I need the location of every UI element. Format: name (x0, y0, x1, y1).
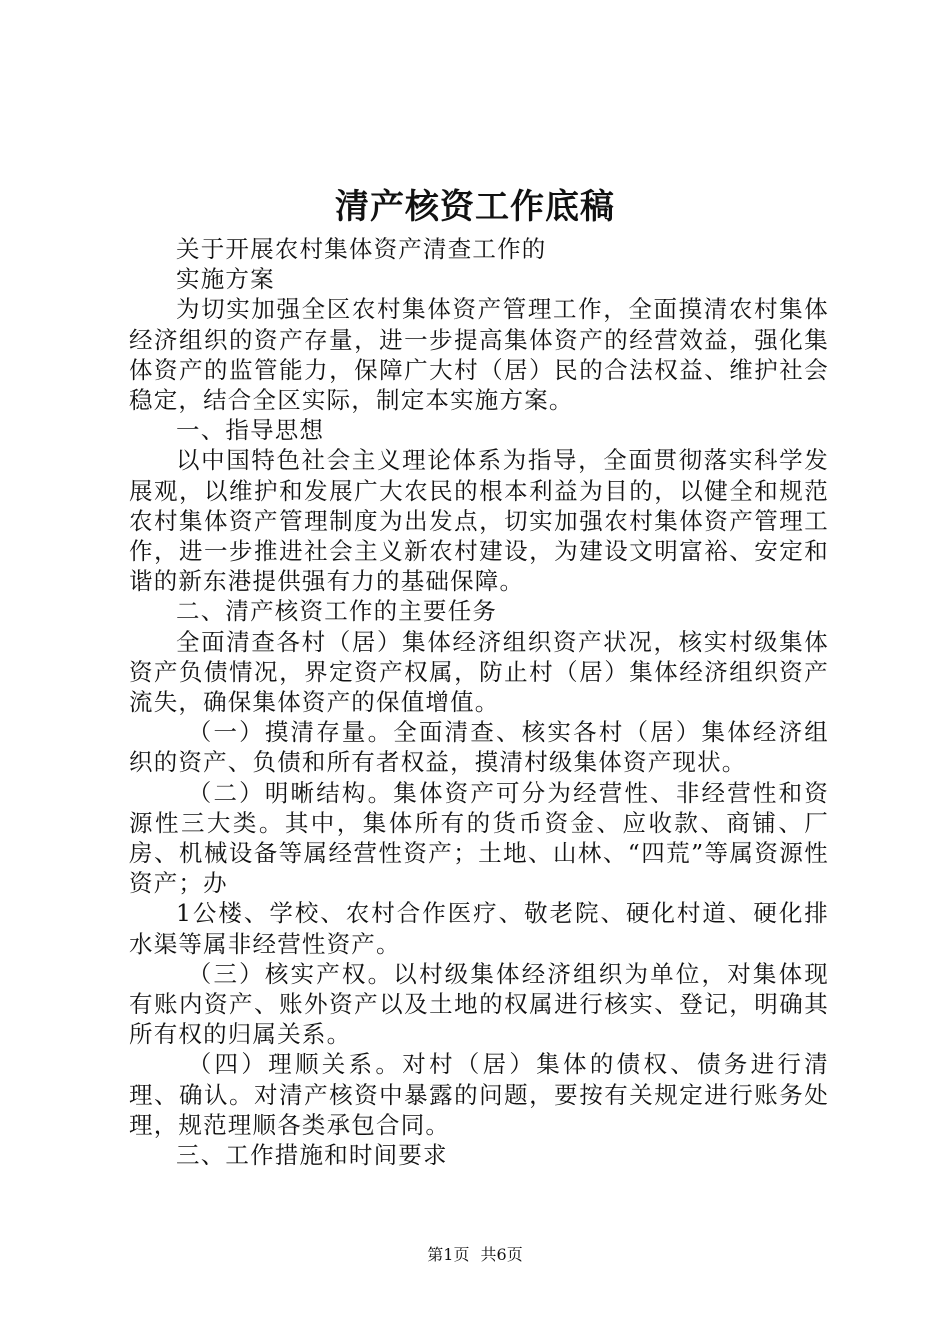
paragraph-heading-line-2: 实施方案 (176, 265, 275, 294)
section-heading-2: 二、清产核资工作的主要任务 (176, 597, 498, 626)
paragraph-item-3: （三）核实产权。以村级集体经济组织为单位，对集体现有账内资产、账外资产以及土地的权属进行核实、登记，明确其所有权的归属关系。 (129, 959, 829, 1049)
paragraph-heading-line-1: 关于开展农村集体资产清查工作的 (176, 235, 547, 263)
section-heading-3: 三、工作措施和时间要求 (176, 1141, 448, 1170)
section-heading-1: 一、指导思想 (176, 416, 325, 445)
paragraph-item-1: （一）摸清存量。全面清查、核实各村（居）集体经济组织的资产、负债和所有者权益，摸清村级集体资产现状。 (129, 718, 829, 777)
paragraph-intro: 为切实加强全区农村集体资产管理工作，全面摸清农村集体经济组织的资产存量，进一步提高集体资产的经营效益，强化集体资产的监管能力，保障广大村（居）民的合法权益、维护社会稳定，结合全区实际，制定本实施方案。 (129, 295, 829, 415)
paragraph-item-2: （二）明晰结构。集体资产可分为经营性、非经营性和资源性三大类。其中，集体所有的货币资金、应收款、商铺、厂房、机械设备等属经营性资产；土地、山林、“四荒”等属资源性资产；办 (129, 778, 829, 898)
page-number: 第1页 (427, 1245, 470, 1264)
document-body (129, 234, 829, 1170)
paragraph-main-task: 全面清查各村（居）集体经济组织资产状况，核实村级集体资产负债情况，界定资产权属，防止村（居）集体经济组织资产流失，确保集体资产的保值增值。 (129, 627, 829, 717)
paragraph-item-2-continued: 1公楼、学校、农村合作医疗、敬老院、硬化村道、硬化排水渠等属非经营性资产。 (129, 899, 829, 958)
paragraph-item-4: （四）理顺关系。对村（居）集体的债权、债务进行清理、确认。对清产核资中暴露的问题，要按有关规定进行账务处理，规范理顺各类承包合同。 (129, 1050, 829, 1139)
page-footer (0, 1244, 950, 1266)
document-title: 清产核资工作底稿 (335, 187, 615, 227)
page-total: 共6页 (480, 1245, 523, 1264)
paragraph-guiding-thought: 以中国特色社会主义理论体系为指导，全面贯彻落实科学发展观，以维护和发展广大农民的根本利益为目的，以健全和规范农村集体资产管理制度为出发点，切实加强农村集体资产管理工作，进一步推进社会主义新农村建设，为建设文明富裕、安定和谐的新东港提供强有力的基础保障。 (129, 446, 829, 596)
